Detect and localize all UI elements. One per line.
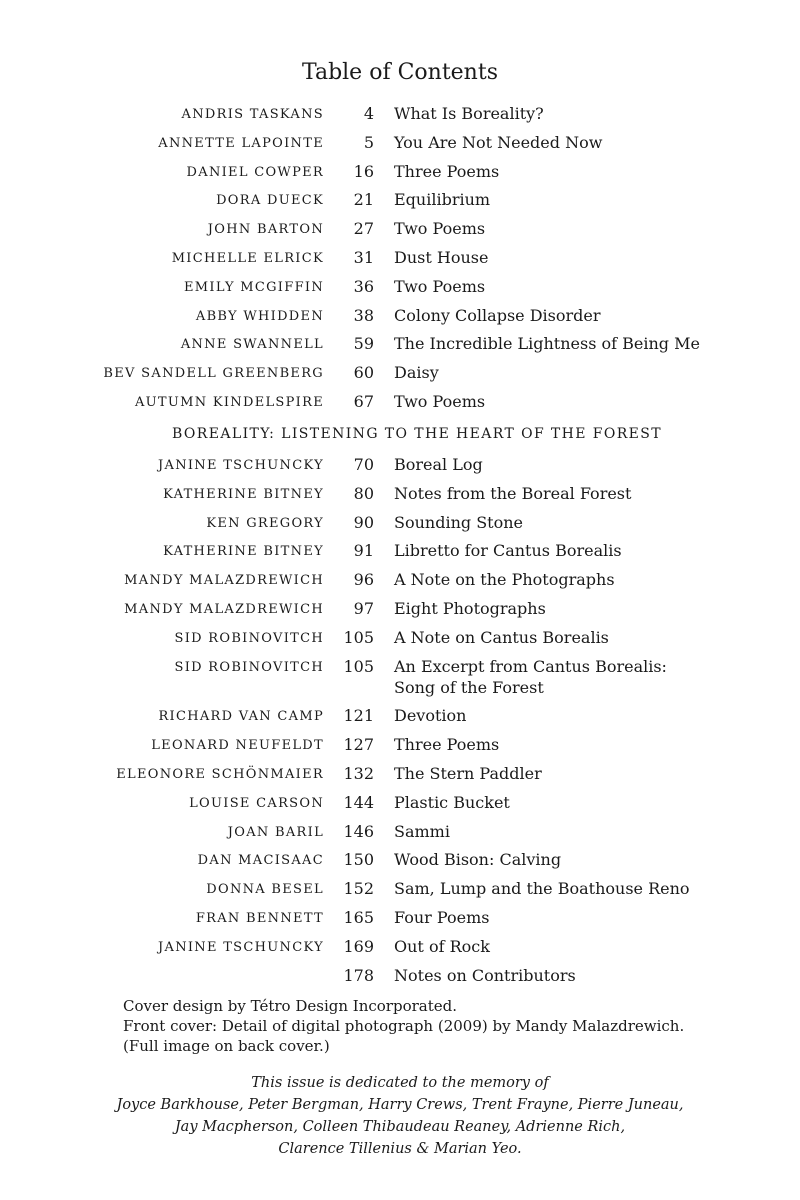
toc-author: ANNETTE LAPOINTE <box>158 136 324 151</box>
toc-work-title: Wood Bison: Calving <box>394 850 562 869</box>
credit-line: Front cover: Detail of digital photograph (2009) by Mandy Malazdrewich. <box>123 1017 685 1035</box>
toc-work-title: Sounding Stone <box>394 513 523 532</box>
toc-page-number: 152 <box>343 879 374 898</box>
toc-page-number: 178 <box>343 966 374 985</box>
toc-author: KATHERINE BITNEY <box>163 544 324 559</box>
toc-author: MICHELLE ELRICK <box>171 251 324 266</box>
toc-work-title: Eight Photographs <box>394 599 546 618</box>
dedication <box>0 1072 800 1160</box>
toc-page-number: 132 <box>343 764 374 783</box>
toc-entry <box>0 214 800 243</box>
toc-page-number: 144 <box>343 793 374 812</box>
toc-work-title: Sammi <box>394 822 450 841</box>
toc-author: DONNA BESEL <box>206 882 324 897</box>
toc-author: DORA DUECK <box>216 193 324 208</box>
toc-author: ANDRIS TASKANS <box>181 107 324 122</box>
toc-work-title: The Incredible Lightness of Being Me <box>394 334 700 353</box>
toc-entry <box>0 536 800 565</box>
toc-work-title: Sam, Lump and the Boathouse Reno <box>394 879 690 898</box>
toc-work-title: Boreal Log <box>394 455 483 474</box>
toc-entry <box>0 961 800 990</box>
toc-entry <box>0 874 800 903</box>
toc-page-number: 146 <box>343 822 374 841</box>
toc-work-title: Three Poems <box>394 735 500 754</box>
toc-work-title: Colony Collapse Disorder <box>394 306 601 325</box>
toc-author: JANINE TSCHUNCKY <box>158 458 324 473</box>
toc-work-title: Out of Rock <box>394 937 490 956</box>
toc-work-title: Devotion <box>394 706 467 725</box>
toc-entry <box>0 272 800 301</box>
toc-page-number: 96 <box>353 570 374 589</box>
toc-author: JOHN BARTON <box>207 222 324 237</box>
toc-entry <box>0 329 800 358</box>
toc-author: KEN GREGORY <box>206 516 324 531</box>
dedication-line: This issue is dedicated to the memory of <box>251 1075 549 1091</box>
toc-work-title: Two Poems <box>394 219 486 238</box>
toc-author: DAN MACISAAC <box>197 853 324 868</box>
toc-author: ABBY WHIDDEN <box>195 309 324 324</box>
toc-work-title: Equilibrium <box>394 190 491 209</box>
toc-entry <box>0 817 800 846</box>
toc-entry <box>0 387 800 416</box>
toc-work-title: Notes from the Boreal Forest <box>394 484 632 503</box>
toc-entry <box>0 652 800 697</box>
toc-work-title: You Are Not Needed Now <box>394 133 603 152</box>
toc-entry <box>0 903 800 932</box>
toc-page-number: 67 <box>353 392 374 411</box>
dedication-line: Joyce Barkhouse, Peter Bergman, Harry Crews, Trent Frayne, Pierre Juneau, <box>116 1097 684 1113</box>
toc-author: DANIEL COWPER <box>186 165 324 180</box>
toc-entry <box>0 623 800 652</box>
toc-entry <box>0 157 800 186</box>
toc-author: ANNE SWANNELL <box>180 337 324 352</box>
toc-page-number: 121 <box>343 706 374 725</box>
toc-author: LEONARD NEUFELDT <box>151 738 324 753</box>
toc-work-title: Two Poems <box>394 277 486 296</box>
toc-work-title: Three Poems <box>394 162 500 181</box>
toc-author: ELEONORE SCHÖNMAIER <box>116 767 324 782</box>
toc-author: LOUISE CARSON <box>189 796 324 811</box>
toc-page-number: 4 <box>363 104 374 123</box>
toc-entry <box>0 932 800 961</box>
credit-line: (Full image on back cover.) <box>123 1037 330 1055</box>
toc-author: BEV SANDELL GREENBERG <box>103 366 324 381</box>
toc-work-title: Two Poems <box>394 392 486 411</box>
toc-page-number: 90 <box>353 513 374 532</box>
section-heading: BOREALITY: LISTENING TO THE HEART OF THE FOREST <box>171 426 663 442</box>
toc-entry <box>0 594 800 623</box>
toc-page-number: 105 <box>343 628 374 647</box>
toc-entry <box>0 479 800 508</box>
toc-page-number: 38 <box>353 306 374 325</box>
toc-entry <box>0 730 800 759</box>
toc-work-title: Dust House <box>394 248 489 267</box>
dedication-line: Clarence Tillenius & Marian Yeo. <box>278 1141 522 1157</box>
toc-work-title: A Note on Cantus Borealis <box>394 628 609 647</box>
toc-entry <box>0 185 800 214</box>
toc-work-title: Plastic Bucket <box>394 793 510 812</box>
toc-page-number: 127 <box>343 735 374 754</box>
toc-page-number: 31 <box>353 248 374 267</box>
toc-page-number: 105 <box>343 657 374 676</box>
toc-author: JANINE TSCHUNCKY <box>158 940 324 955</box>
toc-entry <box>0 128 800 157</box>
toc-author: FRAN BENNETT <box>195 911 324 926</box>
toc-page-number: 169 <box>343 937 374 956</box>
toc-page-number: 165 <box>343 908 374 927</box>
toc-page-number: 27 <box>353 219 374 238</box>
toc-page-number: 59 <box>353 334 374 353</box>
toc-author: RICHARD VAN CAMP <box>158 709 324 724</box>
toc-page-number: 70 <box>353 455 374 474</box>
cover-credits <box>123 996 684 1056</box>
toc-page-number: 97 <box>353 599 374 618</box>
toc-page-number: 21 <box>353 190 374 209</box>
toc-author: MANDY MALAZDREWICH <box>124 573 324 588</box>
toc-author: KATHERINE BITNEY <box>163 487 324 502</box>
toc-entry <box>0 99 800 128</box>
toc-work-title: Libretto for Cantus Borealis <box>394 541 622 560</box>
toc-entry <box>0 759 800 788</box>
toc-entry <box>0 701 800 730</box>
toc-page-number: 80 <box>353 484 374 503</box>
credit-line: Cover design by Tétro Design Incorporated. <box>123 997 457 1015</box>
toc-page-number: 150 <box>343 850 374 869</box>
toc-entry <box>0 358 800 387</box>
toc-work-title: Notes on Contributors <box>394 966 576 985</box>
toc-work-title: A Note on the Photographs <box>394 570 615 589</box>
dedication-line: Jay Macpherson, Colleen Thibaudeau Reaney, Adrienne Rich, <box>174 1119 626 1135</box>
toc-work-title: An Excerpt from Cantus Borealis: Song of the Forest <box>394 657 667 697</box>
toc-entry <box>0 845 800 874</box>
toc-page-number: 16 <box>353 162 374 181</box>
toc-author: EMILY MCGIFFIN <box>184 280 324 295</box>
toc-work-title: The Stern Paddler <box>394 764 542 783</box>
toc-page-number: 36 <box>353 277 374 296</box>
toc-entry <box>0 788 800 817</box>
toc-work-title: Four Poems <box>394 908 490 927</box>
toc-entry <box>0 565 800 594</box>
toc-work-title: Daisy <box>394 363 439 382</box>
toc-page-number: 91 <box>353 541 374 560</box>
toc-entry <box>0 508 800 537</box>
toc-author: SID ROBINOVITCH <box>174 631 324 646</box>
toc-author: JOAN BARIL <box>227 825 324 840</box>
toc-page-number: 60 <box>353 363 374 382</box>
toc-author: AUTUMN KINDELSPIRE <box>134 395 324 410</box>
toc-work-title: What Is Boreality? <box>394 104 544 123</box>
page-title: Table of Contents <box>301 60 498 85</box>
toc-entry <box>0 301 800 330</box>
toc-page-number: 5 <box>363 133 374 152</box>
toc-author: SID ROBINOVITCH <box>174 660 324 675</box>
toc-author: MANDY MALAZDREWICH <box>124 602 324 617</box>
toc-entry <box>0 450 800 479</box>
toc-entry <box>0 243 800 272</box>
